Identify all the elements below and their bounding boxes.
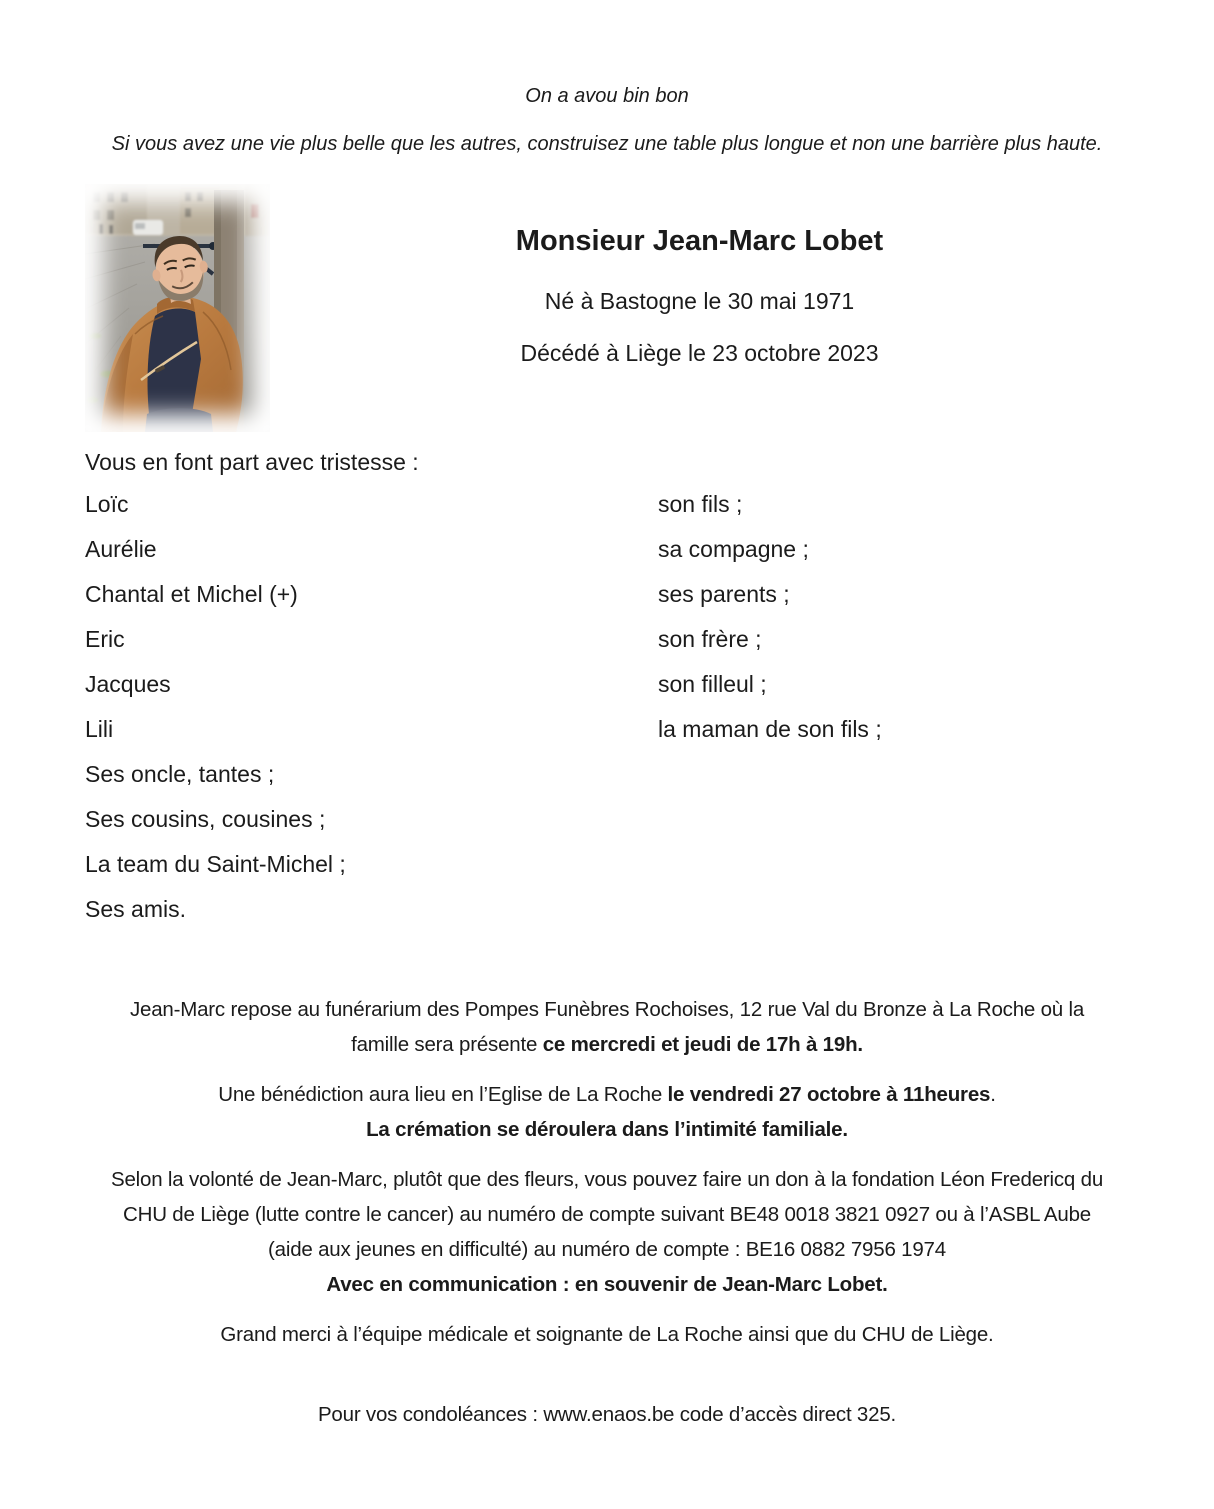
funeral-details-section [60, 992, 1154, 1432]
detail-text-bold: le vendredi 27 octobre à 11heures [667, 1083, 991, 1106]
birth-line: Né à Bastogne le 30 mai 1971 [544, 288, 855, 314]
deceased-name: Monsieur Jean-Marc Lobet [515, 225, 884, 257]
detail-paragraph [60, 992, 1154, 1062]
relative-row [85, 482, 1129, 527]
relatives-list [85, 482, 1129, 932]
detail-paragraph [60, 1077, 1154, 1147]
detail-paragraph [60, 1162, 1154, 1302]
relative-name: Ses oncle, tantes ; [85, 761, 275, 787]
relative-row [85, 752, 1129, 797]
detail-text: Une bénédiction aura lieu en l’Eglise de La Roche [218, 1083, 668, 1106]
detail-text: . [990, 1083, 996, 1106]
detail-paragraph [60, 1317, 1154, 1352]
detail-text: CHU de Liège (lutte contre le cancer) au numéro de compte suivant BE48 0018 3821 0927 ou à l’ASBL Aube [122, 1203, 1092, 1226]
relative-row [85, 527, 1129, 572]
relative-relation: son fils ; [658, 491, 743, 517]
relative-row [85, 617, 1129, 662]
relative-name: Loïc [85, 491, 129, 517]
deceased-identity [270, 184, 1129, 432]
relative-name: Aurélie [85, 536, 157, 562]
detail-text: Grand merci à l’équipe médicale et soignante de La Roche ainsi que du CHU de Liège. [220, 1323, 994, 1346]
announcement-intro: Vous en font part avec tristesse : [85, 449, 419, 475]
relative-name: Lili [85, 716, 114, 742]
detail-text: famille sera présente [351, 1033, 543, 1056]
portrait-illustration [85, 184, 270, 432]
relative-row [85, 707, 1129, 752]
quote-line: Si vous avez une vie plus belle que les autres, construisez une table plus longue et non une barrière plus haute. [111, 133, 1103, 155]
relative-relation [658, 797, 1129, 842]
detail-text-bold: La crémation se déroulera dans l’intimité familiale. [366, 1118, 848, 1141]
relative-relation: ses parents ; [658, 581, 790, 607]
relative-row [85, 797, 1129, 842]
relative-name: Jacques [85, 671, 171, 697]
motto-line: On a avou bin bon [525, 85, 689, 107]
relative-name: La team du Saint-Michel ; [85, 851, 346, 877]
relative-name: Chantal et Michel (+) [85, 581, 298, 607]
relative-relation [658, 887, 1129, 932]
relative-row [85, 887, 1129, 932]
detail-text: Pour vos condoléances : www.enaos.be code d’accès direct 325. [317, 1403, 897, 1426]
relative-relation: son filleul ; [658, 671, 767, 697]
detail-text: (aide aux jeunes en difficulté) au numéro de compte : BE16 0882 7956 1974 [268, 1238, 946, 1261]
death-line: Décédé à Liège le 23 octobre 2023 [520, 340, 879, 366]
detail-text-bold: Avec en communication : en souvenir de Jean-Marc Lobet. [326, 1273, 888, 1296]
portrait-photo [85, 184, 270, 432]
detail-paragraph [60, 1397, 1154, 1432]
relative-row [85, 842, 1129, 887]
relative-relation: sa compagne ; [658, 536, 809, 562]
detail-text: Selon la volonté de Jean-Marc, plutôt que des fleurs, vous pouvez faire un don à la fondation Léon Fredericq du [110, 1168, 1104, 1191]
relative-relation: la maman de son fils ; [658, 716, 882, 742]
relative-row [85, 662, 1129, 707]
header-section [85, 184, 1129, 432]
relative-name: Eric [85, 626, 125, 652]
relative-relation [658, 842, 1129, 887]
relative-relation [658, 752, 1129, 797]
relative-name: Ses cousins, cousines ; [85, 806, 326, 832]
relative-name: Ses amis. [85, 896, 186, 922]
relative-relation: son frère ; [658, 626, 762, 652]
detail-text-bold: ce mercredi et jeudi de 17h à 19h. [542, 1033, 863, 1056]
detail-text: Jean-Marc repose au funérarium des Pompes Funèbres Rochoises, 12 rue Val du Bronze à La Roche où la [129, 998, 1085, 1021]
relative-row [85, 572, 1129, 617]
